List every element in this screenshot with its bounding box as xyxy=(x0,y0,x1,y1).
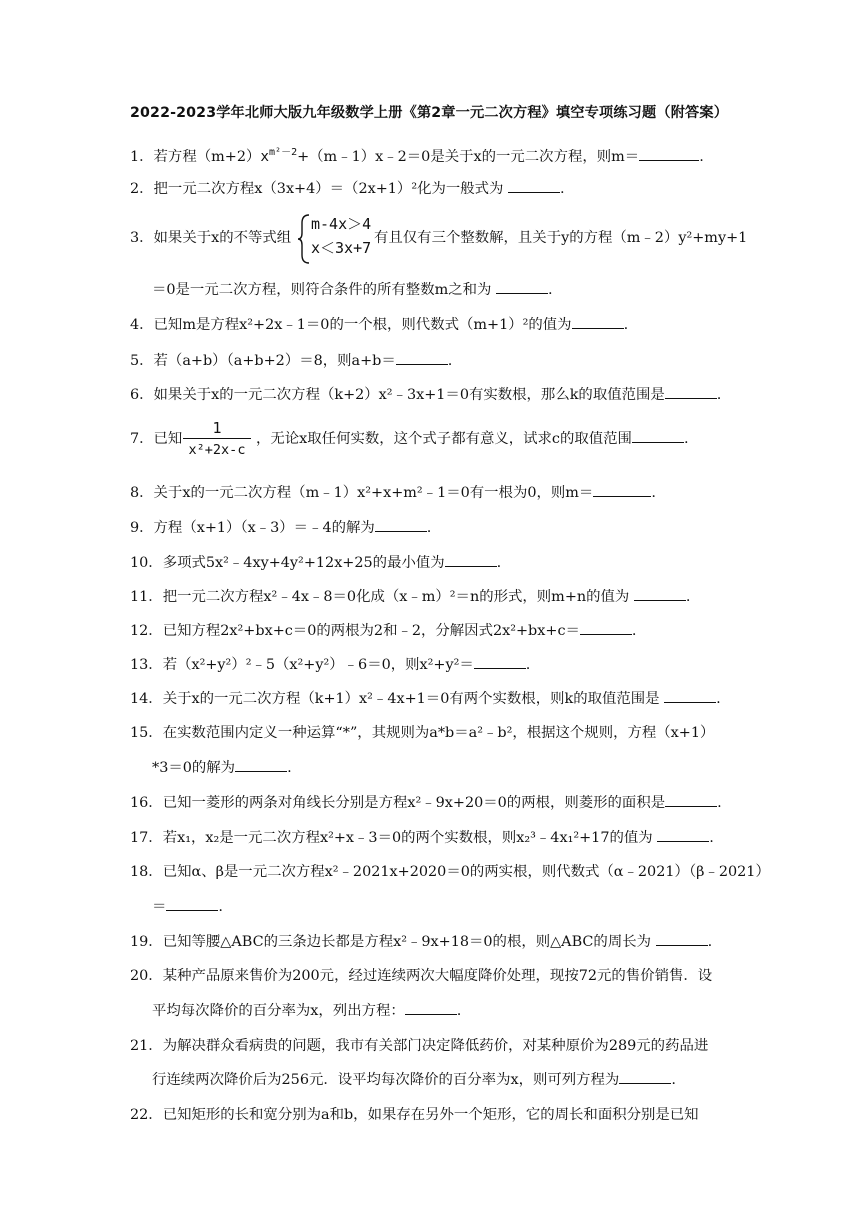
question-17: 17．若x₁，x₂是一元二次方程x²+x﹣3＝0的两个实数根，则x₂³﹣4x₁²+17的值为 . xyxy=(130,830,714,846)
q18-text-a: 18．已知α、β是一元二次方程x²﹣2021x+2020＝0的两实根，则代数式（α﹣2021）（β﹣2021） xyxy=(130,864,770,880)
question-6: 6．如果关于x的一元二次方程（k+2）x²﹣3x+1＝0有实数根，那么k的取值范围是 . xyxy=(130,387,722,403)
question-8: 8．关于x的一元二次方程（m﹣1）x²+x+m²﹣1＝0有一根为0，则m＝ . xyxy=(130,485,656,501)
question-4: 4．已知m是方程x²+2x﹣1＝0的一个根，则代数式（m+1）²的值为 . xyxy=(130,317,629,333)
answer-blank[interactable] xyxy=(445,566,497,567)
q10-text: 10．多项式5x²﹣4xy+4y²+12x+25的最小值为 xyxy=(130,555,445,571)
q21-text-a: 21．为解决群众看病贵的问题，我市有关部门决定降低药价，对某种原价为289元的药品进 xyxy=(130,1038,709,1054)
question-2: 2．把一元二次方程x（3x+4）＝（2x+1）²化为一般式为 . xyxy=(130,181,565,197)
brace-icon xyxy=(297,213,311,265)
question-10: 10．多项式5x²﹣4xy+4y²+12x+25的最小值为 . xyxy=(130,555,502,571)
answer-blank[interactable] xyxy=(619,1083,671,1084)
question-7-cont: ，无论x取任何实数，这个式子都有意义，试求c的取值范围 . xyxy=(256,431,689,447)
answer-blank[interactable] xyxy=(572,328,624,329)
question-12: 12．已知方程2x²+bx+c＝0的两根为2和﹣2，分解因式2x²+bx+c＝ . xyxy=(130,623,637,639)
q13-text: 13．若（x²+y²）²﹣5（x²+y²）﹣6＝0，则x²+y²＝ xyxy=(130,657,474,673)
question-3-line-2: ＝0是一元二次方程，则符合条件的所有整数m之和为 . xyxy=(152,282,553,298)
question-22 xyxy=(130,1105,699,1125)
question-21-line-2: 行连续两次降价后为256元．设平均每次降价的百分率为x，则可列方程为 . xyxy=(152,1072,676,1088)
q14-text: 14．关于x的一元二次方程（k+1）x²﹣4x+1＝0有两个实数根，则k的取值范围是 xyxy=(130,691,660,707)
q12-text: 12．已知方程2x²+bx+c＝0的两根为2和﹣2，分解因式2x²+bx+c＝ xyxy=(130,623,580,639)
q18-text-b: ＝ xyxy=(152,899,167,915)
q1-text-b: +（m﹣1）x﹣2＝0是关于x的一元二次方程，则m＝ xyxy=(297,148,640,165)
q15-text-b: *3＝0的解为 xyxy=(152,760,236,776)
question-15 xyxy=(130,723,714,743)
inequality-2: x＜3x+7 xyxy=(311,239,372,257)
answer-blank[interactable] xyxy=(665,806,717,807)
question-11: 11．把一元二次方程x²﹣4x﹣8＝0化成（x﹣m）²＝n的形式，则m+n的值为 . xyxy=(130,589,691,605)
q20-text-a: 20．某种产品原来售价为200元，经过连续两次大幅度降价处理，现按72元的售价销售．设 xyxy=(130,968,713,984)
q4-text: 4．已知m是方程x²+2x﹣1＝0的一个根，则代数式（m+1）²的值为 xyxy=(130,317,572,333)
answer-blank[interactable] xyxy=(496,293,548,294)
question-16: 16．已知一菱形的两条对角线长分别是方程x²﹣9x+20＝0的两根，则菱形的面积是 . xyxy=(130,795,722,811)
question-7 xyxy=(130,429,182,449)
q20-text-b: 平均每次降价的百分率为x，列出方程： xyxy=(152,1003,405,1019)
answer-blank[interactable] xyxy=(474,668,526,669)
q2-text: 2．把一元二次方程x（3x+4）＝（2x+1）²化为一般式为 xyxy=(130,181,504,197)
q17-text: 17．若x₁，x₂是一元二次方程x²+x﹣3＝0的两个实数根，则x₂³﹣4x₁²+17的值为 xyxy=(130,830,653,846)
question-9: 9．方程（x+1）（x﹣3）＝﹣4的解为 . xyxy=(130,520,432,536)
answer-blank[interactable] xyxy=(632,442,684,443)
fraction-denominator: x²+2x-c xyxy=(188,442,246,458)
question-18-line-2: ＝ . xyxy=(152,899,223,915)
question-20-line-2: 平均每次降价的百分率为x，列出方程： . xyxy=(152,1003,462,1019)
question-3-cont xyxy=(374,228,747,248)
q1-exponent: m²－2 xyxy=(269,147,298,158)
answer-blank[interactable] xyxy=(664,702,716,703)
q11-text: 11．把一元二次方程x²﹣4x﹣8＝0化成（x﹣m）²＝n的形式，则m+n的值为 xyxy=(130,589,630,605)
answer-blank[interactable] xyxy=(396,364,448,365)
q15-text-a: 15．在实数范围内定义一种运算“*”，其规则为a*b＝a²﹣b²，根据这个规则，方程（x+1） xyxy=(130,725,715,741)
answer-blank[interactable] xyxy=(580,634,632,635)
fraction-numerator: 1 xyxy=(212,419,222,437)
question-21 xyxy=(130,1036,708,1056)
q6-text: 6．如果关于x的一元二次方程（k+2）x²﹣3x+1＝0有实数根，那么k的取值范围是 xyxy=(130,387,665,403)
answer-blank[interactable] xyxy=(634,600,686,601)
q9-text: 9．方程（x+1）（x﹣3）＝﹣4的解为 xyxy=(130,520,375,536)
question-19: 19．已知等腰△ABC的三条边长都是方程x²﹣9x+18＝0的根，则△ABC的周长为 . xyxy=(130,934,713,950)
q16-text: 16．已知一菱形的两条对角线长分别是方程x²﹣9x+20＝0的两根，则菱形的面积是 xyxy=(130,795,666,811)
q3-text-a: 3．如果关于x的不等式组 xyxy=(130,230,292,246)
question-18 xyxy=(130,862,770,882)
question-14: 14．关于x的一元二次方程（k+1）x²﹣4x+1＝0有两个实数根，则k的取值范围是 . xyxy=(130,691,721,707)
q3-text-c: ＝0是一元二次方程，则符合条件的所有整数m之和为 xyxy=(152,282,492,298)
answer-blank[interactable] xyxy=(657,841,709,842)
answer-blank[interactable] xyxy=(405,1014,457,1015)
question-20 xyxy=(130,966,712,986)
q19-text: 19．已知等腰△ABC的三条边长都是方程x²﹣9x+18＝0的根，则△ABC的周长为 xyxy=(130,934,651,950)
inequality-1: m-4x＞4 xyxy=(311,215,372,233)
q3-text-b: 有且仅有三个整数解，且关于y的方程（m﹣2）y²+my+1 xyxy=(374,230,748,246)
document-title: 2022-2023学年北师大版九年级数学上册《第2章一元二次方程》填空专项练习题（附答案） xyxy=(130,105,729,121)
q5-text: 5．若（a+b）（a+b+2）＝8，则a+b＝ xyxy=(130,353,396,369)
q7-text-a: 7．已知 xyxy=(130,431,183,447)
q8-text: 8．关于x的一元二次方程（m﹣1）x²+x+m²﹣1＝0有一根为0，则m＝ xyxy=(130,485,594,501)
q22-text: 22．已知矩形的长和宽分别为a和b，如果存在另外一个矩形，它的周长和面积分别是已知 xyxy=(130,1107,699,1123)
answer-blank[interactable] xyxy=(593,496,651,497)
q21-text-b: 行连续两次降价后为256元．设平均每次降价的百分率为x，则可列方程为 xyxy=(152,1072,620,1088)
answer-blank[interactable] xyxy=(508,192,560,193)
question-5: 5．若（a+b）（a+b+2）＝8，则a+b＝ . xyxy=(130,353,453,369)
answer-blank[interactable] xyxy=(235,771,287,772)
fraction xyxy=(181,418,253,461)
question-15-line-2: *3＝0的解为 . xyxy=(152,760,292,776)
answer-blank[interactable] xyxy=(656,945,708,946)
answer-blank[interactable] xyxy=(375,531,427,532)
question-3 xyxy=(130,228,291,248)
q1-text-a: 1．若方程（m+2） xyxy=(130,148,261,165)
inequality-system xyxy=(311,212,371,260)
question-1: 1．若方程$(m+2)x^{m^2-2}+(m﹣1)x﹣2=0$是关于x的一元二次方程，则m＝ . xyxy=(130,147,704,165)
question-13: 13．若（x²+y²）²﹣5（x²+y²）﹣6＝0，则x²+y²＝ . xyxy=(130,657,531,673)
answer-blank[interactable] xyxy=(665,398,717,399)
answer-blank[interactable] xyxy=(166,910,218,911)
q7-text-b: ，无论x取任何实数，这个式子都有意义，试求c的取值范围 xyxy=(256,431,632,447)
answer-blank[interactable] xyxy=(639,160,699,161)
